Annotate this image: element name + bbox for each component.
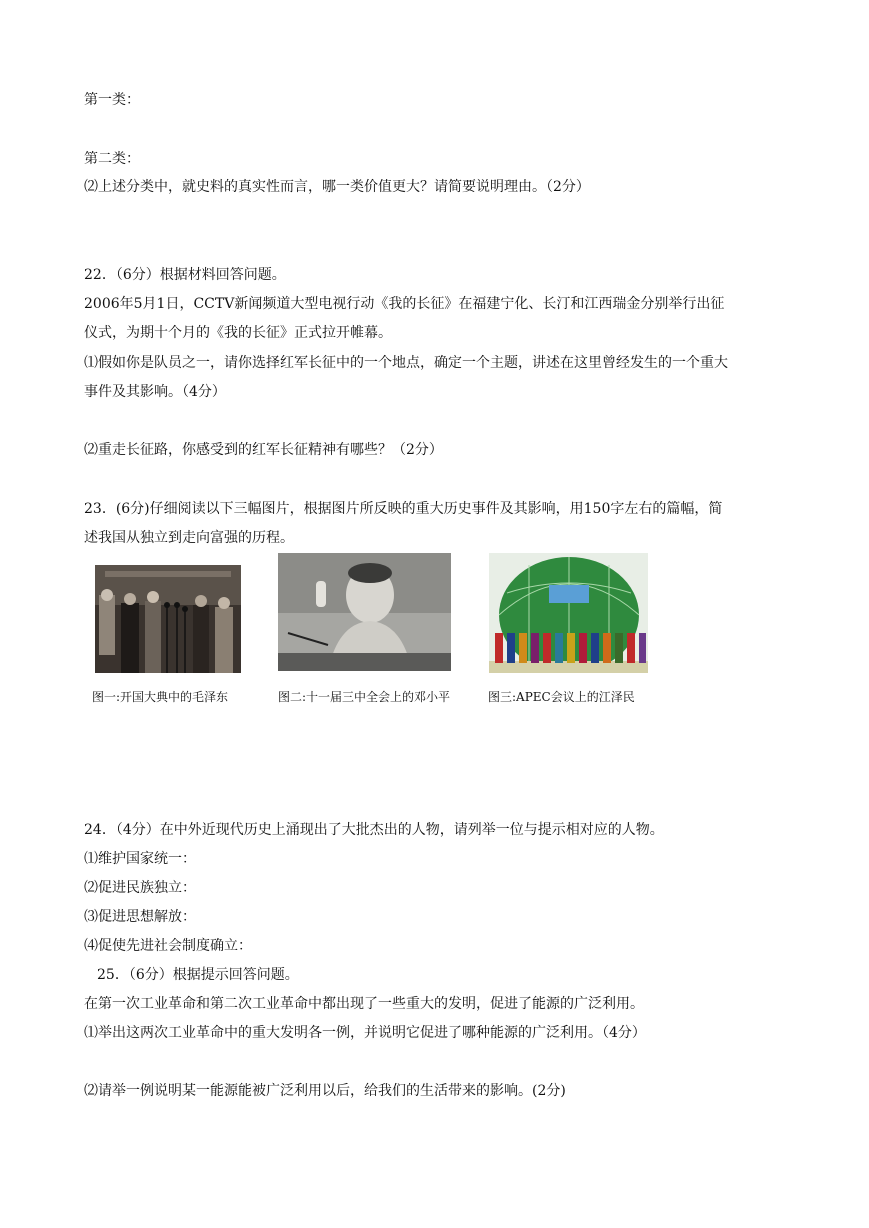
line-type1-label: 第一类： [84,92,140,108]
line-q25-part2: ⑵请举一例说明某一能源能被广泛利用以后，给我们的生活带来的影响。(2分) [84,1083,566,1099]
line-q24-item3: ⑶促进思想解放： [84,909,196,925]
line-q22-part1-a: ⑴假如你是队员之一，请你选择红军长征中的一个地点，确定一个主题，讲述在这里曾经发生的一个重大 [84,355,728,371]
line-q22-part1-b: 事件及其影响。（4分） [84,384,226,400]
figure-1-caption: 图一:开国大典中的毛泽东 [92,690,229,704]
line-q24-title: 24．（4分）在中外近现代历史上涌现出了大批杰出的人物，请列举一位与提示相对应的人物。 [84,822,664,838]
line-q22-part2: ⑵重走长征路，你感受到的红军长征精神有哪些？（2分） [84,442,443,458]
line-q25-material: 在第一次工业革命和第二次工业革命中都出现了一些重大的发明，促进了能源的广泛利用。 [84,996,644,1012]
line-q25-title: 25．（6分）根据提示回答问题。 [97,967,299,983]
line-q22-material-1: 2006年5月1日，CCTV新闻频道大型电视行动《我的长征》在福建宁化、长汀和江西瑞金分别举行出征 [84,296,725,312]
figure-3-caption: 图三:APEC会议上的江泽民 [488,690,635,704]
line-type2-label: 第二类： [84,151,140,167]
line-q24-item1: ⑴维护国家统一： [84,851,196,867]
line-q22-title: 22．（6分）根据材料回答问题。 [84,267,286,283]
line-q24-item2: ⑵促进民族独立： [84,880,196,896]
line-q22-material-2: 仪式，为期十个月的《我的长征》正式拉开帷幕。 [84,325,392,341]
figure-3-photo [489,553,648,673]
line-q25-part1: ⑴举出这两次工业革命中的重大发明各一例，并说明它促进了哪种能源的广泛利用。（4分） [84,1025,646,1041]
figure-1-photo [95,565,241,673]
line-q21-part2: ⑵上述分类中，就史料的真实性而言，哪一类价值更大？请简要说明理由。（2分） [84,179,590,195]
figure-2-photo [278,553,451,671]
line-q23-b: 述我国从独立到走向富强的历程。 [84,530,294,546]
line-q24-item4: ⑷促使先进社会制度确立： [84,938,252,954]
line-q23-a: 23．(6分)仔细阅读以下三幅图片，根据图片所反映的重大历史事件及其影响，用150字左右的篇幅，简 [84,501,723,517]
figure-2-caption: 图二:十一届三中全会上的邓小平 [278,690,451,704]
